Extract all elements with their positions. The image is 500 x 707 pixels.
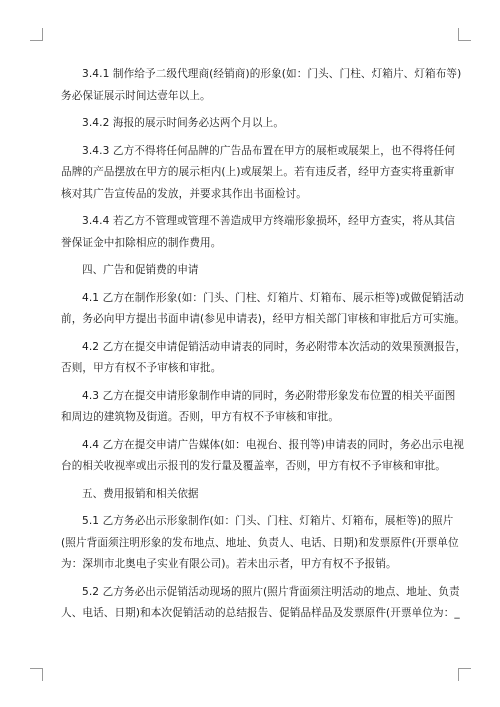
paragraph [61, 435, 464, 478]
text-line: 3.4.3 乙方不得将任何品牌的广告品布置在甲方的展柜或展架上，也不得将任何 [82, 144, 456, 157]
text-line: 务必保证展示时间达壹年以上。 [61, 89, 211, 102]
text-line: 台的相关收视率或出示报刊的发行量及覆盖率，否则，甲方有权不予审核和审批。 [61, 460, 446, 472]
text-line: 4.4 乙方在提交申请广告媒体(如：电视台、报刊等)申请表的同时，务必出示电视 [82, 438, 464, 451]
paragraph [61, 337, 467, 380]
text-line: 四、广告和促销费的申请 [82, 264, 199, 276]
text-line: 和周边的建筑物及街道。否则，甲方有权不予审核和审批。 [61, 411, 340, 423]
text-line: (照片背面须注明形象的发布地点、地址、负责人、电话、日期)和发票原件(开票单位 [61, 536, 459, 549]
text-line: 五、费用报销和相关依据 [82, 487, 199, 500]
text-line: 4.3 乙方在提交申请形象制作申请的同时，务必附带形象发布位置的相关平面图 [82, 389, 456, 402]
paragraph [61, 582, 460, 625]
crop-mark-bottom-left [30, 668, 43, 681]
text-line: 3.4.4 若乙方不管理或管理不善造成甲方终端形象损坏，经甲方查实，将从其信 [82, 215, 456, 227]
text-line: 人、电话、日期)和本次促销活动的总结报告、促销品样品及发票原件(开票单位为：_ [61, 607, 460, 619]
section-heading [61, 484, 447, 506]
text-line: 3.4.1 制作给予二级代理商(经销商)的形象(如：门头、门柱、灯箱片、灯箱布等) [82, 68, 462, 80]
text-line: 誉保证金中扣除相应的制作费用。 [61, 236, 222, 249]
text-line: 为：深圳市北奥电子实业有限公司)。若未出示者，甲方有权不予报销。 [61, 558, 397, 570]
paragraph [61, 288, 466, 331]
paragraph [61, 211, 456, 254]
text-line: 5.1 乙方务必出示形象制作(如：门头、门柱、灯箱片、灯箱布，展柜等)的照片 [82, 515, 454, 527]
paragraph [61, 113, 447, 135]
crop-mark-bottom-right [458, 668, 471, 681]
crop-mark-top-right [458, 28, 471, 41]
crop-mark-top-left [30, 28, 43, 41]
text-line: 前，务必向甲方提出书面申请(参见申请表)，经甲方相关部门审核和审批后方可实施。 [61, 313, 466, 325]
text-line: 核对其广告宣传品的发放，并要求其作出书面检讨。 [61, 187, 307, 200]
paragraph [61, 386, 456, 429]
document-body [61, 64, 467, 631]
text-line: 否则，甲方有权不予审核和审批。 [61, 362, 222, 374]
paragraph [61, 64, 462, 107]
section-heading [61, 260, 447, 282]
text-line: 5.2 乙方务必出示促销活动现场的照片(照片背面须注明活动的地点、地址、负责 [82, 585, 460, 598]
text-line: 品牌的产品摆放在甲方的展示柜内(上)或展架上。若有违反者，经甲方查实将重新审 [61, 166, 455, 178]
paragraph [61, 511, 459, 576]
paragraph [61, 141, 456, 206]
text-line: 4.2 乙方在提交申请促销活动申请表的同时，务必附带本次活动的效果预测报告， [82, 340, 467, 353]
text-line: 4.1 乙方在制作形象(如：门头、门柱、灯箱片、灯箱布、展示柜等)或做促销活动 [82, 291, 464, 304]
text-line: 3.4.2 海报的展示时间务必达两个月以上。 [82, 117, 285, 129]
